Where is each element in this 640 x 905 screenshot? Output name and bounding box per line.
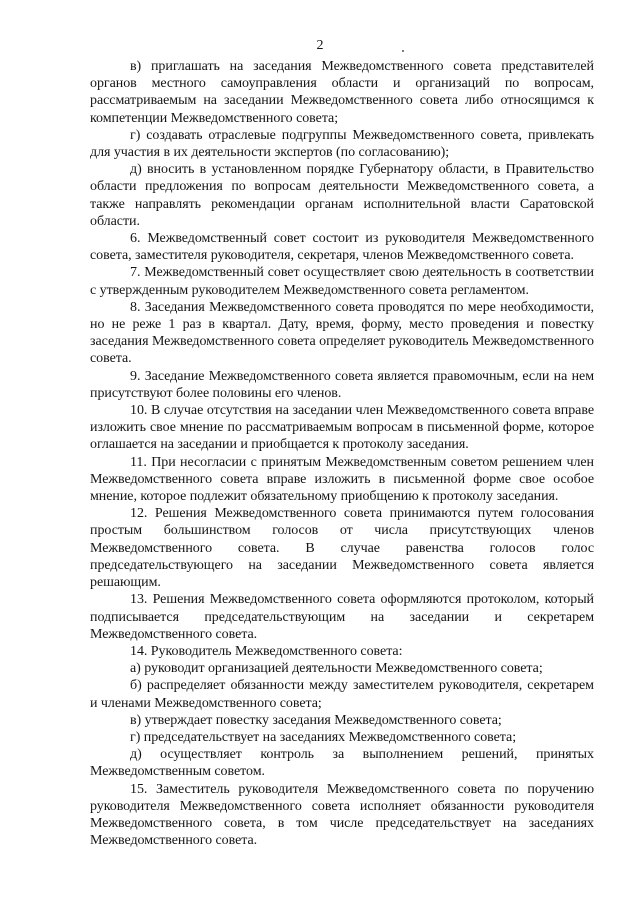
scan-speck	[402, 50, 404, 52]
document-body	[90, 58, 594, 849]
paragraph-14: 14. Руководитель Межведомственного совета:	[130, 643, 403, 659]
paragraph-5g: г) создавать отраслевые подгруппы Межведомственного совета, привлекать для участия в их деятельности экспертов (по согласованию);	[90, 127, 594, 161]
paragraph-12: 12. Решения Межведомственного совета принимаются путем голосования простым большинством голосов от числа присутствующих членов Межведомственного совета. В случае равенства голосов голос председательствующего на заседании Межведомственного совета является решающим.	[90, 506, 594, 591]
paragraph-8: 8. Заседания Межведомственного совета проводятся по мере необходимости, но не реже 1 раз в квартал. Дату, время, форму, место проведения и повестку заседания Межведомственного совета определяет руководитель Межведомственного совета.	[90, 299, 594, 367]
paragraph-11: 11. При несогласии с принятым Межведомственным советом решением член Межведомственного совета вправе изложить в письменной форме свое особое мнение, которое подлежит обязательному приобщению к протоколу заседания.	[90, 454, 594, 505]
paragraph-14b: б) распределяет обязанности между заместителем руководителя, секретарем и членами Межведомственного совета;	[90, 678, 594, 711]
paragraph-5d: д) вносить в установленном порядке Губернатору области, в Правительство области предложения по вопросам деятельности Межведомственного совета, а также направлять рекомендации органам исполнительной власти Саратовской области.	[90, 162, 594, 229]
page-number: 2	[316, 38, 324, 53]
paragraph-13: 13. Решения Межведомственного совета оформляются протоколом, который подписывается председательствующим на заседании и секретарем Межведомственного совета.	[90, 592, 594, 642]
paragraph-15: 15. Заместитель руководителя Межведомственного совета по поручению руководителя Межведомственного совета исполняет обязанности руководителя Межведомственного совета, в том числе председательствует на заседаниях Межведомственного совета.	[90, 781, 594, 849]
paragraph-10: 10. В случае отсутствия на заседании член Межведомственного совета вправе изложить свое мнение по рассматриваемым вопросам в письменной форме, которое оглашается на заседании и приобщается к протоколу заседания.	[90, 403, 594, 453]
paragraph-5v: в) приглашать на заседания Межведомственного совета представителей органов местного самоуправления области и организаций по вопросам, рассматриваемым на заседании Межведомственного совета либо относящимся к компетенции Межведомственного совета;	[90, 59, 594, 126]
paragraph-14v: в) утверждает повестку заседания Межведомственного совета;	[130, 712, 502, 728]
paragraph-9: 9. Заседание Межведомственного совета является правомочным, если на нем присутствуют более половины его членов.	[90, 368, 594, 401]
paragraph-6: 6. Межведомственный совет состоит из руководителя Межведомственного совета, заместителя руководителя, секретаря, членов Межведомственного совета.	[90, 231, 594, 264]
paragraph-14d: д) осуществляет контроль за выполнением решений, принятых Межведомственным советом.	[90, 747, 594, 780]
paragraph-7: 7. Межведомственный совет осуществляет свою деятельность в соответствии с утвержденным руководителем Межведомственного совета регламентом.	[90, 265, 594, 298]
paragraph-14g: г) председательствует на заседаниях Межведомственного совета;	[130, 729, 517, 745]
paragraph-14a: а) руководит организацией деятельности Межведомственного совета;	[130, 661, 543, 677]
